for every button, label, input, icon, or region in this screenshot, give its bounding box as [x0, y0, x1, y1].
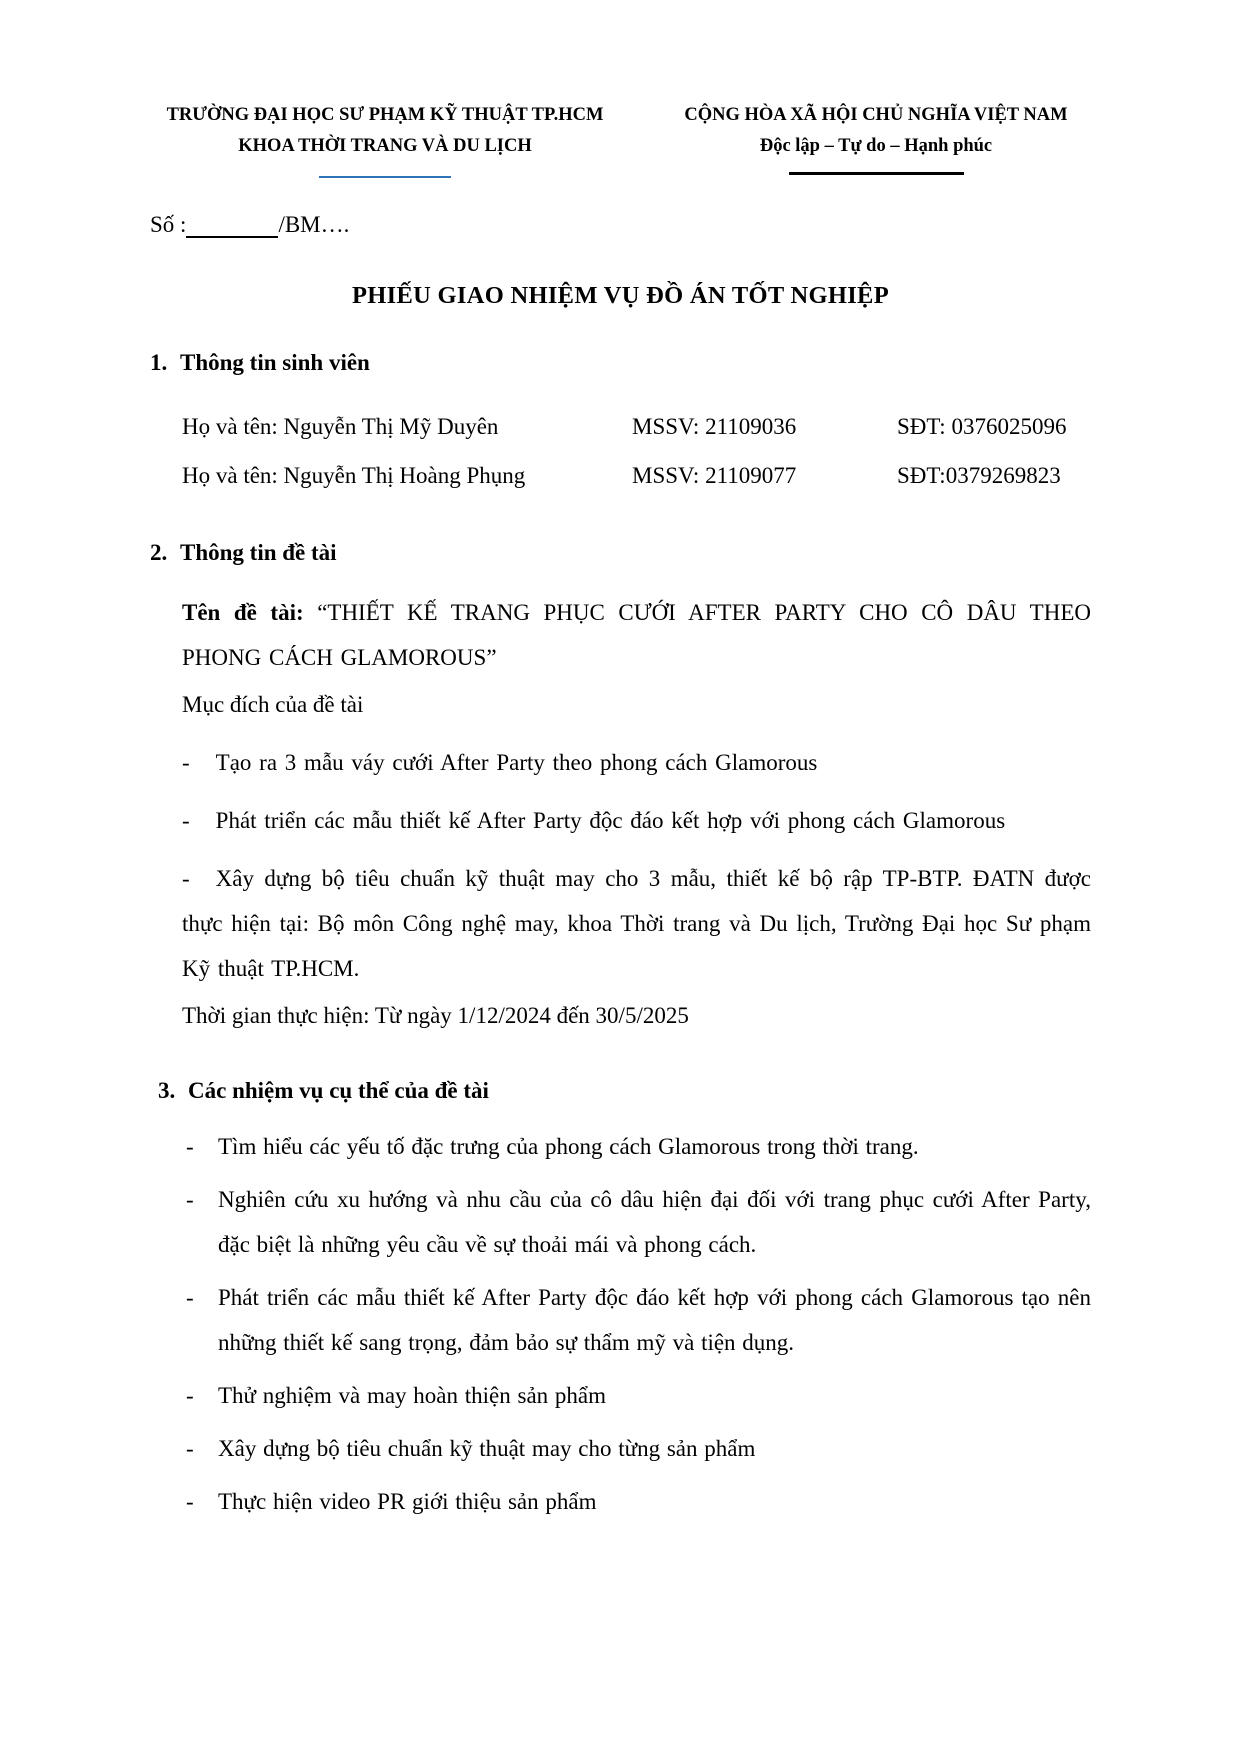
faculty-name: KHOA THỜI TRANG VÀ DU LỊCH [238, 136, 532, 156]
dash-marker: - [182, 750, 190, 775]
section2-heading [150, 540, 1091, 566]
section1-heading [150, 350, 1091, 376]
purpose-item [182, 798, 1091, 843]
task-item-text: Phát triển các mẫu thiết kế After Party độc đáo kết hợp với phong cách Glamorous tạo nên những thiết kế sang trọng, đảm bảo sự thẩm mỹ và tiện dụng. [218, 1285, 1091, 1355]
university-name: TRƯỜNG ĐẠI HỌC SƯ PHẠM KỸ THUẬT TP.HCM [166, 105, 604, 125]
header-left-rule [319, 176, 451, 178]
section1-number: 1. [150, 350, 168, 375]
student-phone: SĐT:0379269823 [897, 463, 1061, 488]
header-university-block [150, 100, 620, 178]
purpose-label: Mục đích của đề tài [182, 692, 364, 717]
task-item [184, 1479, 1091, 1524]
student-phone: SĐT: 0376025096 [897, 414, 1067, 439]
purpose-item [182, 740, 1091, 785]
national-title: CỘNG HÒA XÃ HỘI CHỦ NGHĨA VIỆT NAM [684, 105, 1068, 125]
purpose-item-text: Tạo ra 3 mẫu váy cưới After Party theo phong cách Glamorous [215, 750, 818, 775]
header-national-block [661, 100, 1091, 175]
task-item-text: Thực hiện video PR giới thiệu sản phẩm [218, 1489, 597, 1514]
dash-marker: - [186, 1489, 194, 1514]
purpose-item [182, 856, 1091, 991]
task-item-text: Nghiên cứu xu hướng và nhu cầu của cô dâu hiện đại đối với trang phục cưới After Party, đặc biệt là những yêu cầu về sự thoải mái và phong cách. [218, 1187, 1091, 1257]
topic-title-paragraph [182, 590, 1091, 680]
task-item [184, 1177, 1091, 1267]
task-item-text: Thử nghiệm và may hoàn thiện sản phẩm [218, 1383, 607, 1408]
section1-heading-text: Thông tin sinh viên [180, 350, 370, 375]
document-header [150, 100, 1091, 178]
task-item-text: Xây dựng bộ tiêu chuẩn kỹ thuật may cho từng sản phẩm [218, 1436, 756, 1461]
student-row [182, 402, 1091, 451]
document-number-blank [186, 213, 278, 238]
topic-label: Tên đề tài: [182, 600, 304, 625]
section3-number: 3. [158, 1078, 176, 1103]
national-motto: Độc lập – Tự do – Hạnh phúc [759, 136, 993, 156]
section3-heading-text: Các nhiệm vụ cụ thể của đề tài [188, 1078, 489, 1103]
task-item [184, 1124, 1091, 1169]
dash-marker: - [186, 1436, 194, 1461]
student-list [182, 402, 1091, 500]
dash-marker: - [186, 1383, 194, 1408]
task-item [184, 1373, 1091, 1418]
section3-heading [158, 1078, 1091, 1104]
task-item-text: Tìm hiểu các yếu tố đặc trưng của phong cách Glamorous trong thời trang. [218, 1134, 919, 1159]
document-number-line [150, 212, 1091, 238]
student-mssv: MSSV: 21109036 [632, 414, 797, 439]
dash-marker: - [186, 1187, 194, 1212]
document-number-label: Số : [150, 212, 187, 237]
topic-title-text: “THIẾT KẾ TRANG PHỤC CƯỚI AFTER PARTY CHO CÔ DÂU THEO PHONG CÁCH GLAMOROUS” [182, 600, 1091, 670]
student-mssv: MSSV: 21109077 [632, 463, 797, 488]
task-item [184, 1275, 1091, 1365]
student-name: Họ và tên: Nguyễn Thị Mỹ Duyên [182, 414, 499, 439]
task-item [184, 1426, 1091, 1471]
document-number-suffix: /BM…. [278, 212, 350, 237]
dash-marker: - [186, 1134, 194, 1159]
document-title: PHIẾU GIAO NHIỆM VỤ ĐỒ ÁN TỐT NGHIỆP [352, 282, 889, 309]
section2-heading-text: Thông tin đề tài [180, 540, 337, 565]
dash-marker: - [182, 866, 190, 891]
section2-number: 2. [150, 540, 168, 565]
header-right-rule [789, 172, 964, 175]
purpose-item-text: Xây dựng bộ tiêu chuẩn kỹ thuật may cho 3 mẫu, thiết kế bộ rập TP-BTP. ĐATN được thực hiện tại: Bộ môn Công nghệ may, khoa Thời trang và Du lịch, Trường Đại học Sư phạm Kỹ thuật TP.HCM. [182, 866, 1091, 981]
student-row [182, 451, 1091, 500]
task-list [184, 1124, 1091, 1524]
dash-marker: - [186, 1285, 194, 1310]
dash-marker: - [182, 808, 190, 833]
student-name: Họ và tên: Nguyễn Thị Hoàng Phụng [182, 463, 526, 488]
purpose-item-text: Phát triển các mẫu thiết kế After Party độc đáo kết hợp với phong cách Glamorous [215, 808, 1006, 833]
implementation-time: Thời gian thực hiện: Từ ngày 1/12/2024 đến 30/5/2025 [182, 1003, 689, 1028]
